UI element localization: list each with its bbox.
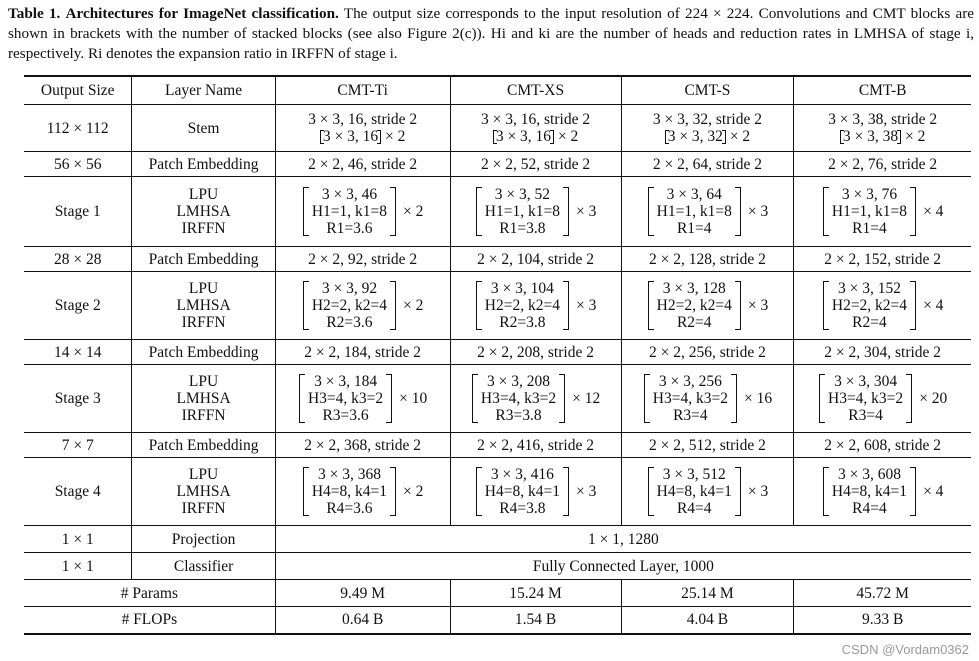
lpu-config: 3 × 3, 64 [666,186,722,203]
block-bracket [475,280,570,331]
params-value: 25.14 M [621,580,794,607]
block-count: × 4 [923,297,944,314]
lpu-config: 3 × 3, 52 [494,186,550,203]
stem-conv: 3 × 3, 38, stride 2 [828,111,938,128]
stage-layers [132,177,275,247]
stage-cell [275,365,450,433]
pe-cell: 2 × 2, 76, stride 2 [794,152,971,177]
stage-row [24,458,971,526]
architecture-table [24,75,971,635]
lmhsa-config: H1=1, k1=8 [831,203,908,220]
block-count: × 20 [919,390,948,407]
pe-cell: 2 × 2, 128, stride 2 [621,247,794,272]
stem-cell [450,105,621,152]
flops-value: 0.64 B [275,607,450,634]
layer-irffn: IRFFN [181,220,226,237]
lmhsa-config: H4=8, k4=1 [484,483,560,500]
stage-cell [621,177,794,247]
stem-cell [275,105,450,152]
caption-title: Architectures for ImageNet classification. [65,5,339,22]
lmhsa-config: H3=4, k3=2 [480,390,557,407]
lpu-config: 3 × 3, 368 [317,466,381,483]
stage-name: Stage 1 [24,177,132,247]
stem-mult: × 2 [729,128,751,145]
layer-lmhsa: LMHSA [176,390,231,407]
lmhsa-config: H4=8, k4=1 [656,483,732,500]
stem-conv: 3 × 3, 32, stride 2 [652,111,762,128]
layer-lpu: LPU [188,466,219,483]
stem-row [24,105,971,152]
block-count: × 2 [403,297,424,314]
lpu-config: 3 × 3, 512 [662,466,726,483]
block-bracket [647,186,742,237]
lpu-config: 3 × 3, 304 [834,373,898,390]
irffn-config: R4=3.6 [326,500,373,517]
patch-embedding-row [24,433,971,458]
header-cmt-xs: CMT-XS [450,76,621,105]
pe-cell: 2 × 2, 152, stride 2 [794,247,971,272]
stage-cell [450,365,621,433]
stem-cell [621,105,794,152]
stage-cell [275,272,450,340]
pe-cell: 2 × 2, 304, stride 2 [794,340,971,365]
lpu-config: 3 × 3, 104 [490,280,554,297]
lmhsa-config: H3=4, k3=2 [307,390,384,407]
stage-row [24,272,971,340]
projection-value: 1 × 1, 1280 [275,526,971,553]
lmhsa-config: H4=8, k4=1 [311,483,388,500]
stage-layers [132,272,275,340]
irffn-config: R2=3.8 [499,314,546,331]
patch-embedding-row [24,152,971,177]
stem-conv: 3 × 3, 16, stride 2 [481,111,591,128]
lpu-config: 3 × 3, 128 [662,280,726,297]
lpu-config: 3 × 3, 416 [490,466,554,483]
block-bracket [302,466,397,517]
flops-value: 1.54 B [450,607,621,634]
block-count: × 2 [403,483,424,500]
stem-cell [794,105,971,152]
lmhsa-config: H2=2, k2=4 [484,297,560,314]
layer-lpu: LPU [188,373,219,390]
stage-cell [450,177,621,247]
stage-cell [621,272,794,340]
layer-name: Patch Embedding [132,433,275,458]
table-caption [8,4,974,64]
stage-cell [275,458,450,526]
watermark: CSDN @Vordam0362 [841,642,969,657]
pe-cell: 2 × 2, 208, stride 2 [450,340,621,365]
layer-irffn: IRFFN [181,407,226,424]
header-cmt-ti: CMT-Ti [275,76,450,105]
layer-name: Patch Embedding [132,340,275,365]
lpu-config: 3 × 3, 256 [658,373,722,390]
caption-text: The output size corresponds to the input resolution of 224 × 224. Convolutions and CMT blocks are shown in brackets with the number of stacked blocks (see also Figure 2(c)). Hi and ki are the number of heads and reduction rates in LMHSA of stage i, respectively. Ri denotes the expansion ratio in IRFFN of stage i. [8,5,974,62]
lpu-config: 3 × 3, 184 [314,373,378,390]
params-value: 15.24 M [450,580,621,607]
header-layer-name: Layer Name [132,76,275,105]
block-count: × 3 [575,483,597,500]
lpu-config: 3 × 3, 608 [837,466,901,483]
stage-cell [794,272,971,340]
layer-name: Classifier [132,553,275,580]
layer-lmhsa: LMHSA [176,483,231,500]
stem-block: 3 × 3, 16 [493,128,554,145]
lpu-config: 3 × 3, 152 [837,280,901,297]
classifier-value: Fully Connected Layer, 1000 [275,553,971,580]
layer-lpu: LPU [188,186,219,203]
block-count: × 4 [923,483,944,500]
header-output-size: Output Size [24,76,132,105]
layer-name: Stem [132,105,275,152]
stage-name: Stage 4 [24,458,132,526]
layer-irffn: IRFFN [181,500,226,517]
irffn-config: R2=4 [852,314,887,331]
output-size: 1 × 1 [24,553,132,580]
block-bracket [471,373,566,424]
pe-cell: 2 × 2, 184, stride 2 [275,340,450,365]
irffn-config: R1=4 [676,220,712,237]
stem-mult: × 2 [557,128,579,145]
irffn-config: R1=4 [852,220,887,237]
pe-cell: 2 × 2, 52, stride 2 [450,152,621,177]
flops-value: 4.04 B [621,607,794,634]
block-bracket [475,186,570,237]
block-bracket [302,280,397,331]
lpu-config: 3 × 3, 46 [321,186,378,203]
pe-cell: 2 × 2, 416, stride 2 [450,433,621,458]
lmhsa-config: H3=4, k3=2 [828,390,904,407]
stem-conv: 3 × 3, 16, stride 2 [308,111,418,128]
block-count: × 12 [572,390,601,407]
classifier-row [24,553,971,580]
irffn-config: R4=4 [676,500,712,517]
stage-cell [450,272,621,340]
patch-embedding-row [24,247,971,272]
block-count: × 3 [747,297,769,314]
projection-row [24,526,971,553]
stem-block: 3 × 3, 32 [665,128,726,145]
params-row [24,580,971,607]
params-value: 45.72 M [794,580,971,607]
block-count: × 2 [403,203,424,220]
block-count: × 4 [923,203,944,220]
stage-cell [450,458,621,526]
stage-name: Stage 2 [24,272,132,340]
output-size: 56 × 56 [24,152,132,177]
stage-cell [621,365,794,433]
irffn-config: R3=4 [673,407,708,424]
output-size: 112 × 112 [24,105,132,152]
flops-label: # FLOPs [24,607,275,634]
lmhsa-config: H3=4, k3=2 [652,390,728,407]
block-bracket [298,373,393,424]
block-bracket [302,186,397,237]
lmhsa-config: H2=2, k2=4 [311,297,388,314]
stage-cell [275,177,450,247]
layer-lpu: LPU [188,280,219,297]
pe-cell: 2 × 2, 92, stride 2 [275,247,450,272]
block-bracket [822,186,917,237]
pe-cell: 2 × 2, 512, stride 2 [621,433,794,458]
lmhsa-config: H2=2, k2=4 [656,297,732,314]
flops-value: 9.33 B [794,607,971,634]
block-count: × 3 [575,297,597,314]
stage-row [24,177,971,247]
header-cmt-s: CMT-S [621,76,794,105]
pe-cell: 2 × 2, 368, stride 2 [275,433,450,458]
stage-cell [794,365,971,433]
output-size: 1 × 1 [24,526,132,553]
lmhsa-config: H1=1, k1=8 [484,203,560,220]
lmhsa-config: H4=8, k4=1 [831,483,908,500]
params-label: # Params [24,580,275,607]
layer-name: Patch Embedding [132,247,275,272]
stage-row [24,365,971,433]
stage-cell [794,177,971,247]
irffn-config: R4=4 [852,500,887,517]
lpu-config: 3 × 3, 92 [321,280,378,297]
lmhsa-config: H1=1, k1=8 [656,203,732,220]
header-row [24,76,971,105]
pe-cell: 2 × 2, 46, stride 2 [275,152,450,177]
output-size: 28 × 28 [24,247,132,272]
irffn-config: R2=4 [676,314,712,331]
pe-cell: 2 × 2, 104, stride 2 [450,247,621,272]
layer-name: Patch Embedding [132,152,275,177]
params-value: 9.49 M [275,580,450,607]
stem-block: 3 × 3, 38 [840,128,901,145]
block-bracket [822,466,917,517]
block-bracket [822,280,917,331]
irffn-config: R3=4 [848,407,883,424]
lpu-config: 3 × 3, 208 [487,373,550,390]
lpu-config: 3 × 3, 76 [841,186,898,203]
block-bracket [647,280,742,331]
block-bracket [643,373,738,424]
stem-mult: × 2 [905,128,926,145]
stem-block: 3 × 3, 16 [320,128,381,145]
flops-row [24,607,971,634]
layer-irffn: IRFFN [181,314,226,331]
irffn-config: R4=3.8 [499,500,546,517]
stem-mult: × 2 [385,128,406,145]
block-count: × 10 [399,390,428,407]
block-count: × 16 [743,390,773,407]
pe-cell: 2 × 2, 64, stride 2 [621,152,794,177]
stage-cell [794,458,971,526]
caption-label: Table 1. [8,5,61,22]
irffn-config: R2=3.6 [326,314,373,331]
layer-name: Projection [132,526,275,553]
block-count: × 3 [747,483,769,500]
stage-name: Stage 3 [24,365,132,433]
output-size: 14 × 14 [24,340,132,365]
irffn-config: R3=3.8 [495,407,542,424]
block-count: × 3 [747,203,769,220]
irffn-config: R3=3.6 [322,407,369,424]
stage-layers [132,458,275,526]
pe-cell: 2 × 2, 608, stride 2 [794,433,971,458]
pe-cell: 2 × 2, 256, stride 2 [621,340,794,365]
header-cmt-b: CMT-B [794,76,971,105]
output-size: 7 × 7 [24,433,132,458]
layer-lmhsa: LMHSA [176,203,231,220]
block-bracket [475,466,570,517]
block-count: × 3 [575,203,597,220]
irffn-config: R1=3.6 [326,220,373,237]
stage-layers [132,365,275,433]
lmhsa-config: H2=2, k2=4 [831,297,908,314]
layer-lmhsa: LMHSA [176,297,231,314]
stage-cell [621,458,794,526]
irffn-config: R1=3.8 [499,220,546,237]
patch-embedding-row [24,340,971,365]
lmhsa-config: H1=1, k1=8 [311,203,388,220]
block-bracket [647,466,742,517]
block-bracket [818,373,913,424]
